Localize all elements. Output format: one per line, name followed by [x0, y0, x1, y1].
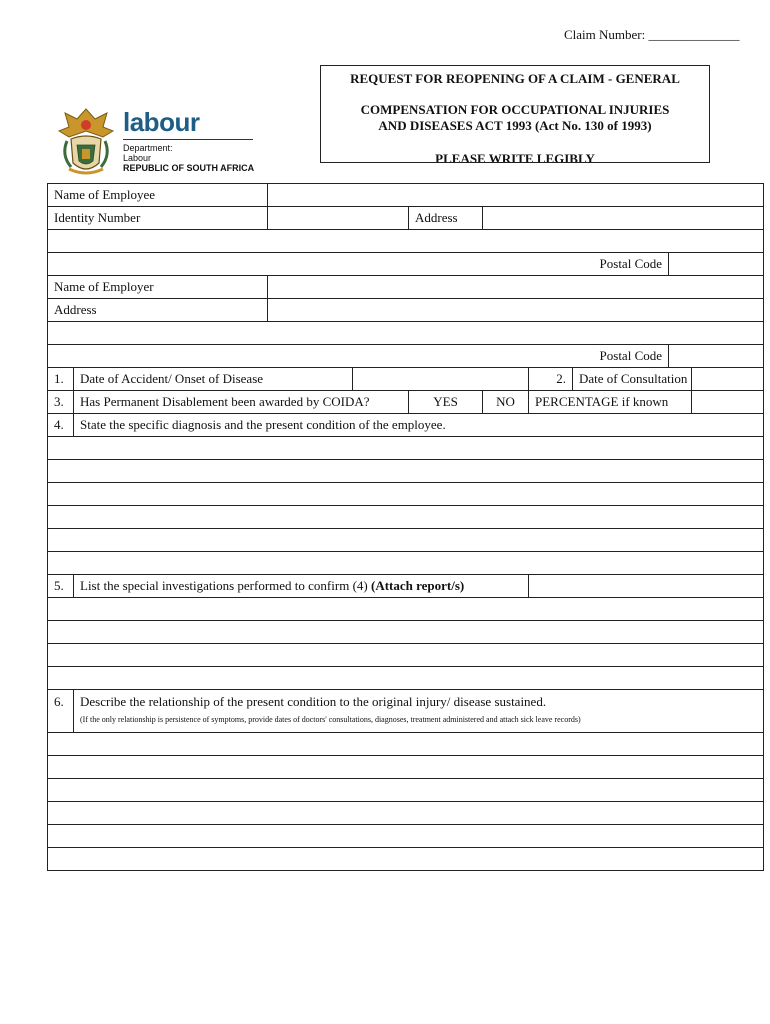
- diagnosis-line[interactable]: [48, 529, 764, 552]
- q3-label: Has Permanent Disablement been awarded by COIDA?: [74, 391, 409, 414]
- diagnosis-line[interactable]: [48, 483, 764, 506]
- q1-label: Date of Accident/ Onset of Disease: [74, 368, 353, 391]
- investigations-line[interactable]: [48, 667, 764, 690]
- q5-label: [74, 575, 529, 598]
- employer-address-line-2[interactable]: [48, 322, 764, 345]
- accident-date-field[interactable]: [353, 368, 529, 391]
- employee-address-field[interactable]: [483, 207, 764, 230]
- attach-report-note: (Attach report/s): [370, 578, 465, 593]
- employee-name-label: Name of Employee: [48, 184, 268, 207]
- q4-label: State the specific diagnosis and the present condition of the employee.: [74, 414, 764, 437]
- relationship-line[interactable]: [48, 733, 764, 756]
- dept-line2: Labour: [123, 153, 152, 163]
- write-legibly-note: PLEASE WRITE LEGIBLY: [435, 151, 595, 163]
- q6-cell: [74, 690, 764, 733]
- form-title: REQUEST FOR REOPENING OF A CLAIM - GENERAL: [350, 71, 680, 86]
- coat-of-arms-icon: [55, 105, 117, 177]
- department-text: [123, 143, 254, 173]
- claim-number-label: Claim Number: ______________: [564, 27, 740, 42]
- employee-postal-code-field[interactable]: [669, 253, 764, 276]
- q5-label-text: List the special investigations performed to confirm (4): [80, 578, 371, 593]
- act-title-line2: AND DISEASES ACT 1993 (Act No. 130 of 1993): [378, 118, 652, 133]
- investigations-line[interactable]: [48, 598, 764, 621]
- labour-wordmark: labour: [123, 107, 200, 137]
- relationship-line[interactable]: [48, 756, 764, 779]
- identity-number-label: Identity Number: [48, 207, 268, 230]
- act-title-line1: COMPENSATION FOR OCCUPATIONAL INJURIES: [360, 102, 670, 117]
- diagnosis-line[interactable]: [48, 552, 764, 575]
- q6-note: (If the only relationship is persistence of symptoms, provide dates of doctors' consultations, diagnoses, treatment administered and attach sick leave records): [80, 715, 581, 724]
- diagnosis-line[interactable]: [48, 437, 764, 460]
- q4-number: 4.: [48, 414, 74, 437]
- department-logo: [55, 105, 265, 180]
- dept-line3: REPUBLIC OF SOUTH AFRICA: [123, 163, 255, 173]
- employee-postal-code-label: Postal Code: [48, 253, 669, 276]
- relationship-line[interactable]: [48, 825, 764, 848]
- investigations-line[interactable]: [48, 644, 764, 667]
- yes-option[interactable]: YES: [409, 391, 483, 414]
- diagnosis-line[interactable]: [48, 506, 764, 529]
- percentage-field[interactable]: [692, 391, 764, 414]
- employer-name-label: Name of Employer: [48, 276, 268, 299]
- diagnosis-line[interactable]: [48, 460, 764, 483]
- q2-number: 2.: [529, 368, 573, 391]
- relationship-line[interactable]: [48, 802, 764, 825]
- employer-address-label: Address: [48, 299, 268, 322]
- logo-divider: [123, 139, 253, 140]
- no-option[interactable]: NO: [483, 391, 529, 414]
- claim-form-table: [47, 183, 764, 871]
- q1-number: 1.: [48, 368, 74, 391]
- identity-number-field[interactable]: [268, 207, 409, 230]
- consultation-date-field[interactable]: [692, 368, 764, 391]
- employer-address-field[interactable]: [268, 299, 764, 322]
- relationship-line[interactable]: [48, 779, 764, 802]
- percentage-label: PERCENTAGE if known: [529, 391, 692, 414]
- relationship-line[interactable]: [48, 848, 764, 871]
- q5-number: 5.: [48, 575, 74, 598]
- employee-address-line-2[interactable]: [48, 230, 764, 253]
- employee-address-label: Address: [409, 207, 483, 230]
- investigations-line[interactable]: [48, 621, 764, 644]
- dept-line1: Department:: [123, 143, 173, 153]
- employee-name-field[interactable]: [268, 184, 764, 207]
- q3-number: 3.: [48, 391, 74, 414]
- investigations-field[interactable]: [529, 575, 764, 598]
- q6-label: Describe the relationship of the present condition to the original injury/ disease sustained.: [80, 694, 547, 709]
- employer-name-field[interactable]: [268, 276, 764, 299]
- employer-postal-code-field[interactable]: [669, 345, 764, 368]
- employer-postal-code-label: Postal Code: [48, 345, 669, 368]
- form-title-box: [320, 65, 710, 163]
- q2-label: Date of Consultation: [573, 368, 692, 391]
- q6-number: 6.: [48, 690, 74, 733]
